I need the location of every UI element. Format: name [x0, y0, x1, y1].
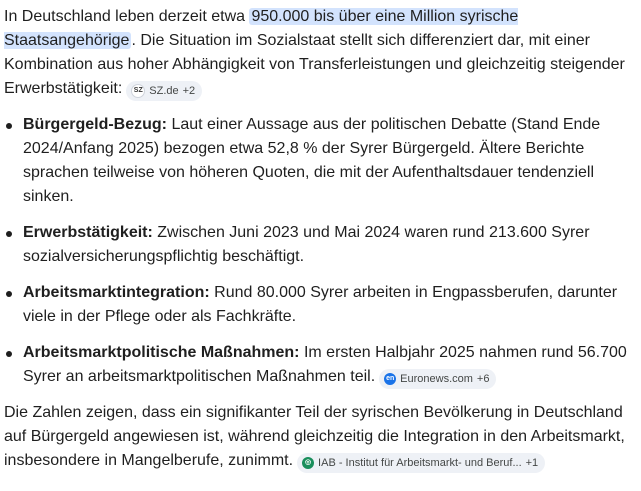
facts-list: [4, 113, 636, 389]
list-item-title: Bürgergeld-Bezug:: [23, 116, 167, 133]
list-item-title: Erwerbstätigkeit:: [23, 224, 153, 241]
list-item: [4, 281, 636, 329]
outro-text: Die Zahlen zeigen, dass ein signifikanter Teil der syrischen Bevölkerung in Deutschland auf Bürgergeld angewiesen ist, während gleichzeitig die Integration in den Arbeitsmarkt, insbesondere in Mangelberufe, zunimmt.: [4, 404, 625, 469]
list-item-text: Laut einer Aussage aus der politischen Debatte (Stand Ende 2024/Anfang 2025) bezogen etwa 52,8 % der Syrer Bürgergeld. Ältere Berichte sprachen teilweise von höheren Quoten, die mit der Aufenthaltsdauer tendenziell sinken.: [23, 116, 601, 205]
list-item-title: Arbeitsmarktintegration:: [23, 284, 210, 301]
bullet-icon: [6, 351, 12, 357]
intro-text-before: In Deutschland leben derzeit etwa: [4, 8, 250, 25]
list-item-text: Zwischen Juni 2023 und Mai 2024 waren rund 213.600 Syrer sozialversicherungspflichtig beschäftigt.: [23, 224, 590, 265]
source-chip-label: Euronews.com: [400, 373, 473, 385]
sz-favicon-icon: SZ: [131, 84, 145, 98]
source-chip-more-count: +1: [525, 457, 539, 469]
intro-text-after: . Die Situation im Sozialstaat stellt sich differenziert dar, mit einer Kombination aus hoher Abhängigkeit von Transferleistungen und gleichzeitig steigender Erwerbstätigkeit:: [4, 32, 625, 97]
source-chip-iab[interactable]: [297, 453, 545, 473]
source-chip-more-count: +6: [476, 373, 490, 385]
source-chip-label: SZ.de: [149, 85, 179, 97]
list-item: [4, 221, 636, 269]
euronews-favicon-icon: en: [384, 373, 396, 385]
bullet-icon: [6, 231, 12, 237]
outro-paragraph: [4, 401, 636, 473]
source-chip-label: IAB - Institut für Arbeitsmarkt- und Beruf...: [318, 457, 522, 469]
list-item-text: Im ersten Halbjahr 2025 nahmen rund 56.700 Syrer an arbeitsmarktpolitischen Maßnahmen teil.: [23, 344, 627, 385]
list-item: [4, 341, 636, 389]
intro-paragraph: [4, 5, 636, 101]
source-chip-sz[interactable]: [126, 81, 202, 101]
source-chip-more-count: +2: [182, 85, 196, 97]
list-item-title: Arbeitsmarktpolitische Maßnahmen:: [23, 344, 300, 361]
bullet-icon: [6, 291, 12, 297]
bullet-icon: [6, 123, 12, 129]
highlighted-phrase[interactable]: 950.000 bis über eine Million syrische Staatsangehörige: [4, 8, 519, 49]
source-chip-euronews[interactable]: [379, 369, 496, 389]
list-item: [4, 113, 636, 209]
list-item-text: Rund 80.000 Syrer arbeiten in Engpassberufen, darunter viele in der Pflege oder als Fachkräfte.: [23, 284, 618, 325]
iab-favicon-icon: ◎: [302, 457, 314, 469]
